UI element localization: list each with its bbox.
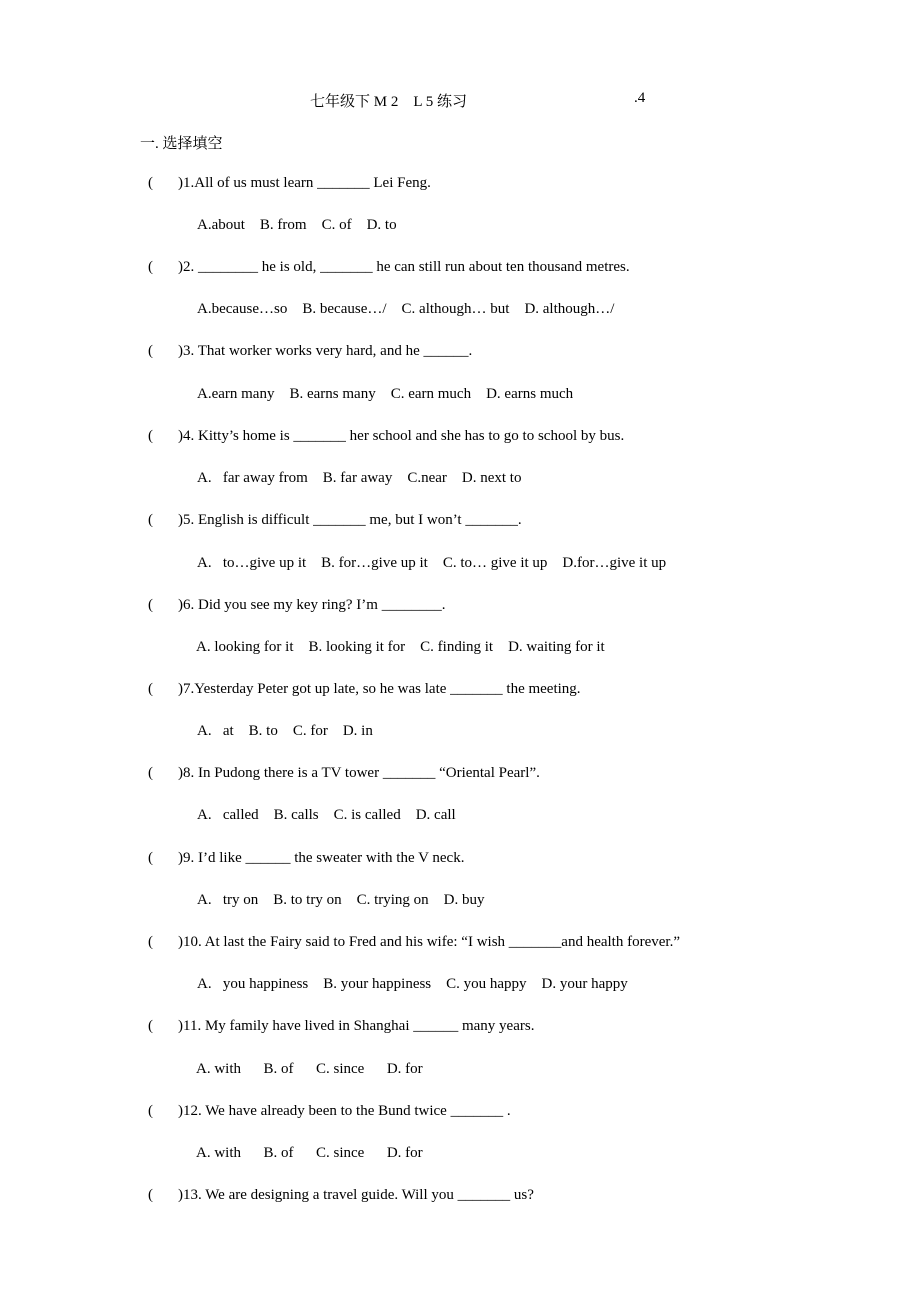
question-text: )3. That worker works very hard, and he ______. xyxy=(178,343,473,359)
answer-blank: ( xyxy=(148,343,153,359)
question-2 xyxy=(148,259,630,276)
question-11 xyxy=(148,1018,534,1035)
question-9 xyxy=(148,850,464,867)
answer-blank: ( xyxy=(148,259,153,275)
question-10-options: A. you happiness B. your happiness C. you happy D. your happy xyxy=(197,976,628,992)
page-title: 七年级下 M 2 L 5 练习 xyxy=(310,94,467,110)
question-8-options: A. called B. calls C. is called D. call xyxy=(197,807,456,823)
question-6 xyxy=(148,597,445,614)
question-7-options: A. at B. to C. for D. in xyxy=(197,723,373,739)
answer-blank: ( xyxy=(148,597,153,613)
question-7 xyxy=(148,681,581,698)
question-text: )2. ________ he is old, _______ he can still run about ten thousand metres. xyxy=(178,259,630,275)
question-9-options: A. try on B. to try on C. trying on D. buy xyxy=(197,892,485,908)
question-text: )7.Yesterday Peter got up late, so he was late _______ the meeting. xyxy=(178,681,581,697)
question-1-options: A.about B. from C. of D. to xyxy=(197,217,397,233)
answer-blank: ( xyxy=(148,175,153,191)
question-4-options: A. far away from B. far away C.near D. next to xyxy=(197,470,522,486)
question-3-options: A.earn many B. earns many C. earn much D. earns much xyxy=(197,386,574,402)
question-text: )1.All of us must learn _______ Lei Feng. xyxy=(178,175,431,191)
question-6-options: A. looking for it B. looking it for C. finding it D. waiting for it xyxy=(196,639,605,655)
question-5-options: A. to…give up it B. for…give up it C. to… give it up D.for…give it up xyxy=(197,555,667,571)
answer-blank: ( xyxy=(148,512,153,528)
answer-blank: ( xyxy=(148,1103,153,1119)
question-8 xyxy=(148,765,540,782)
answer-blank: ( xyxy=(148,1018,153,1034)
question-11-options: A. with B. of C. since D. for xyxy=(196,1061,423,1077)
question-text: )4. Kitty’s home is _______ her school and she has to go to school by bus. xyxy=(178,428,625,444)
question-text: )6. Did you see my key ring? I’m ________. xyxy=(178,597,446,613)
question-12 xyxy=(148,1103,511,1120)
question-1 xyxy=(148,175,431,192)
answer-blank: ( xyxy=(148,934,153,950)
question-text: )8. In Pudong there is a TV tower _______ “Oriental Pearl”. xyxy=(178,765,540,781)
page-title-suffix: .4 xyxy=(634,90,646,106)
question-12-options: A. with B. of C. since D. for xyxy=(196,1145,423,1161)
question-text: )5. English is difficult _______ me, but I won’t _______. xyxy=(178,512,522,528)
question-text: )12. We have already been to the Bund twice _______ . xyxy=(178,1103,511,1119)
question-text: )10. At last the Fairy said to Fred and his wife: “I wish _______and health forever.” xyxy=(178,934,680,950)
answer-blank: ( xyxy=(148,765,153,781)
answer-blank: ( xyxy=(148,681,153,697)
question-text: )13. We are designing a travel guide. Will you _______ us? xyxy=(178,1187,534,1203)
question-4 xyxy=(148,428,624,445)
question-text: )9. I’d like ______ the sweater with the V neck. xyxy=(178,850,465,866)
question-2-options: A.because…so B. because…/ C. although… but D. although…/ xyxy=(197,301,615,317)
answer-blank: ( xyxy=(148,1187,153,1203)
answer-blank: ( xyxy=(148,428,153,444)
question-5 xyxy=(148,512,522,529)
question-13 xyxy=(148,1187,534,1204)
question-10 xyxy=(148,934,680,951)
question-3 xyxy=(148,343,472,360)
section-heading: 一. 选择填空 xyxy=(140,136,223,152)
question-text: )11. My family have lived in Shanghai ______ many years. xyxy=(178,1018,535,1034)
answer-blank: ( xyxy=(148,850,153,866)
